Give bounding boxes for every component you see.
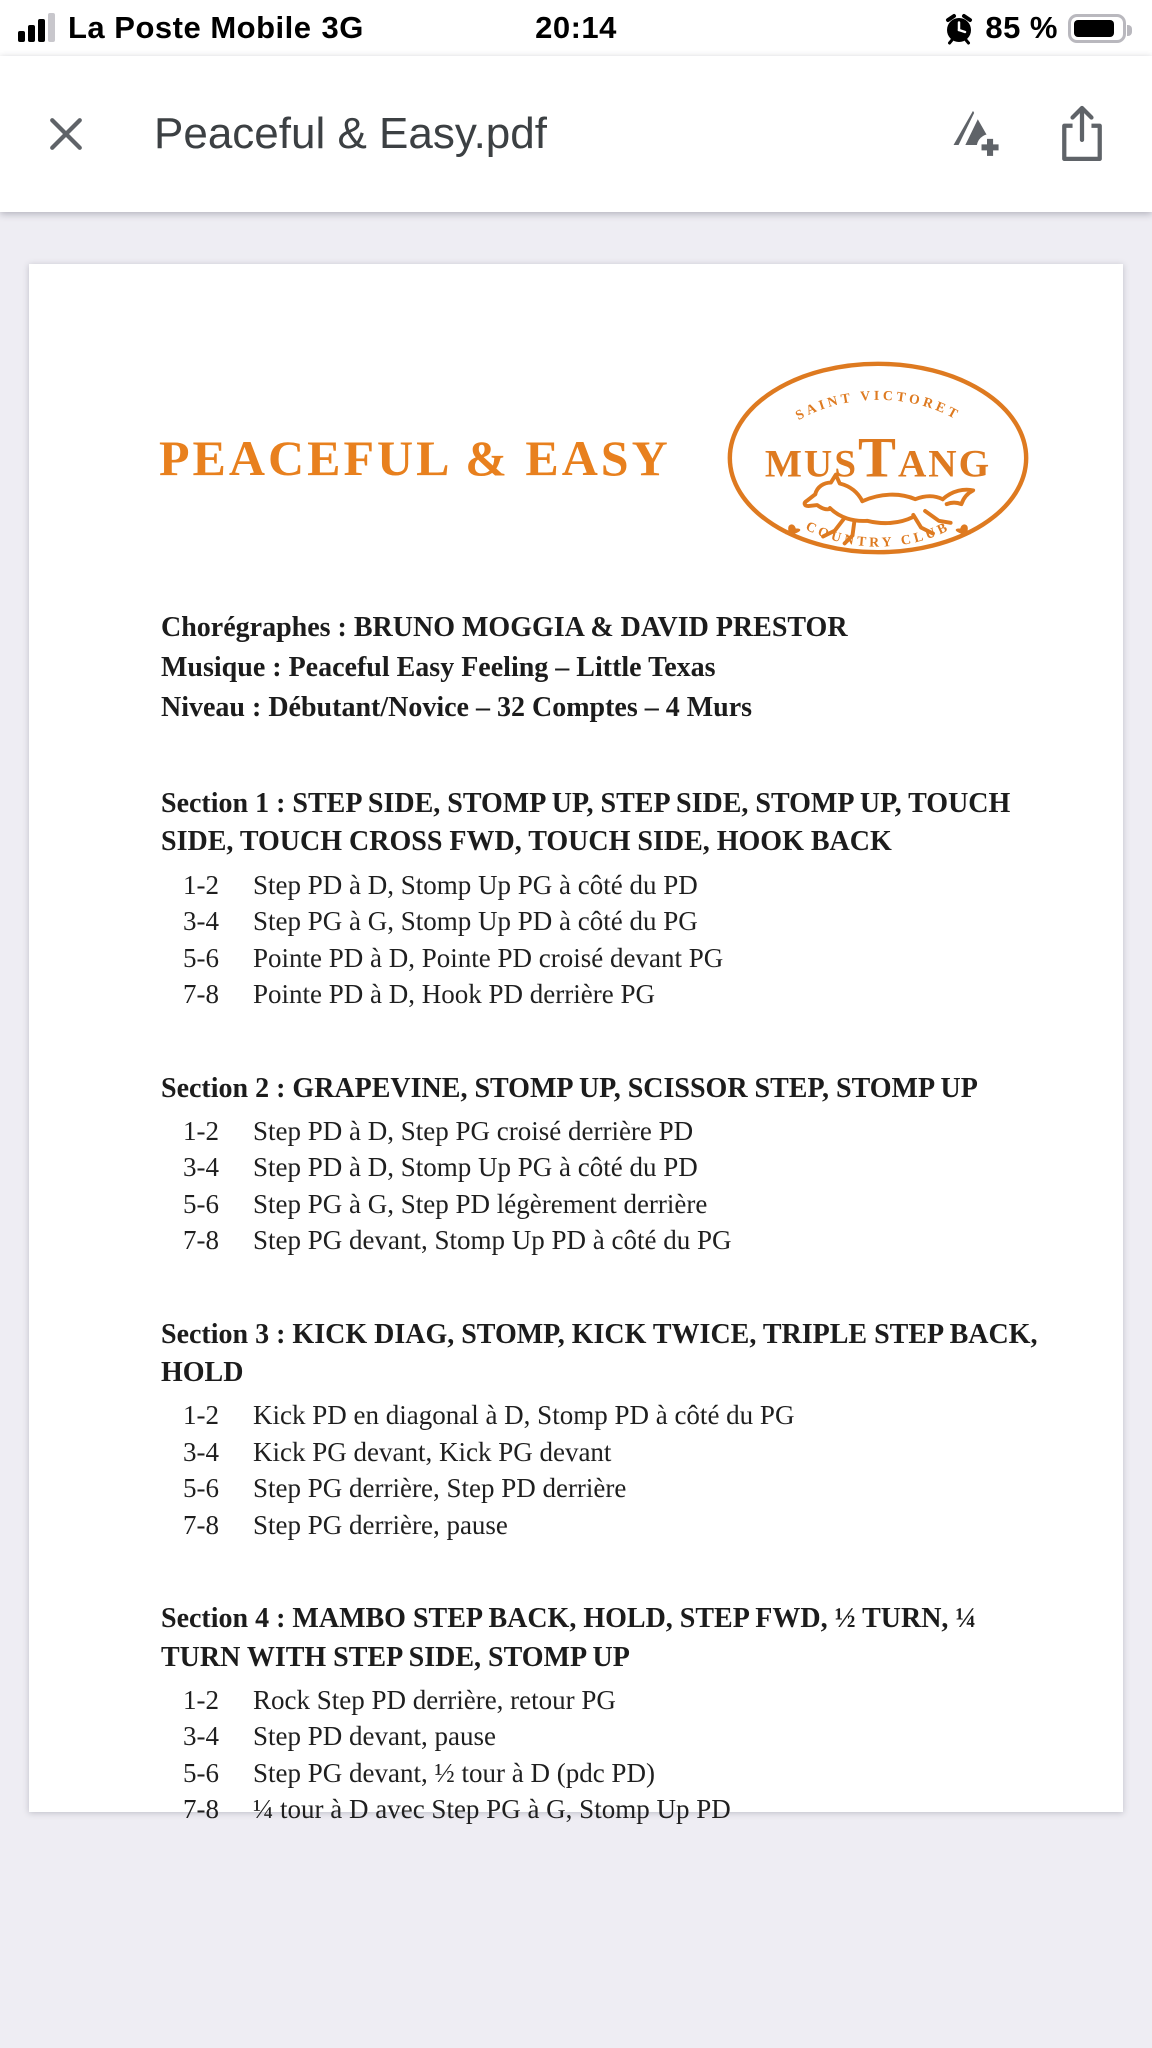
mustang-country-club-logo [721,354,1035,562]
step-counts: 3-4 [183,1721,219,1752]
clock-label: 20:14 [535,10,617,45]
battery-icon [1068,14,1126,43]
step-text: Step PD devant, pause [253,1721,496,1752]
document-title: Peaceful & Easy.pdf [154,109,547,158]
pdf-page [29,264,1123,1825]
step-text: Step PD à D, Step PG croisé derrière PD [253,1115,694,1146]
cellular-signal-icon [18,12,58,42]
step-text: Step PG devant, ½ tour à D (pdc PD) [253,1757,655,1788]
toolbar-actions [942,103,1108,165]
step-text: Step PG derrière, Step PD derrière [253,1473,627,1504]
section-heading: Section 2 : GRAPEVINE, STOMP UP, SCISSOR STEP, STOMP UP [161,1072,978,1104]
step-row [161,1507,1061,1543]
step-counts: 7-8 [183,1225,219,1256]
logo-name-part-2: T [858,426,898,490]
close-button[interactable] [46,114,86,154]
logo-top-text: SAINT VICTORET [792,387,964,423]
step-counts: 1-2 [183,869,219,900]
section-2 [161,1070,1061,1259]
section-heading: Section 1 : STEP SIDE, STOMP UP, STEP SIDE, STOMP UP, TOUCH SIDE, TOUCH CROSS FWD, TOUCH SIDE, HOOK BACK [161,788,1011,858]
section-steps [161,1113,1061,1259]
step-row [161,976,1061,1012]
step-text: Step PD à D, Stomp Up PG à côté du PD [253,869,698,900]
section-heading: Section 3 : KICK DIAG, STOMP, KICK TWICE, TRIPLE STEP BACK, HOLD [161,1318,1038,1389]
step-row [161,1470,1061,1506]
step-text: Kick PD en diagonal à D, Stomp PD à côté du PG [253,1400,795,1431]
pdf-scroll-area[interactable] [0,212,1152,2048]
document-header [133,354,1035,562]
step-row [161,1791,1061,1827]
step-counts: 3-4 [183,906,219,937]
dance-title: PEACEFUL & EASY [159,430,671,486]
network-type-label: 3G [321,10,364,45]
step-counts: 7-8 [183,1509,219,1540]
alarm-icon [943,12,975,45]
step-row [161,1718,1061,1754]
section-steps [161,1682,1061,1828]
google-drive-add-icon [942,106,1004,162]
step-counts: 5-6 [183,1188,219,1219]
step-counts: 5-6 [183,1757,219,1788]
music-line: Musique : Peaceful Easy Feeling – Little Texas [161,652,716,684]
status-bar [0,0,1152,56]
step-counts: 3-4 [183,1152,219,1183]
share-button[interactable] [1056,103,1108,165]
step-row [161,867,1061,903]
step-counts: 1-2 [183,1400,219,1431]
choreographers-line: Chorégraphes : BRUNO MOGGIA & DAVID PRESTOR [161,612,848,643]
step-counts: 3-4 [183,1436,219,1467]
step-text: Pointe PD à D, Hook PD derrière PG [253,979,655,1010]
close-icon [46,114,86,154]
step-row [161,1682,1061,1718]
step-row [161,1434,1061,1470]
step-counts: 7-8 [183,1794,219,1825]
step-row [161,940,1061,976]
section-steps [161,1397,1061,1543]
dance-info-block [161,608,1035,728]
step-row [161,1222,1061,1258]
logo-bottom-text: COUNTRY CLUB [803,518,953,550]
pdf-viewer-toolbar [0,56,1152,212]
step-text: Step PG devant, Stomp Up PD à côté du PG [253,1225,732,1256]
step-text: Step PD à D, Stomp Up PG à côté du PD [253,1152,698,1183]
step-text: Step PG à G, Step PD légèrement derrière [253,1188,708,1219]
step-row [161,1755,1061,1791]
step-row [161,1149,1061,1185]
battery-fill-level [1074,20,1114,37]
step-row [161,903,1061,939]
step-counts: 5-6 [183,942,219,973]
battery-percent-label: 85 % [985,10,1058,45]
step-text: Kick PG devant, Kick PG devant [253,1436,612,1467]
status-bar-left [18,10,364,46]
step-text: ¼ tour à D avec Step PG à G, Stomp Up PD [253,1794,731,1825]
section-heading: Section 4 : MAMBO STEP BACK, HOLD, STEP FWD, ½ TURN, ¼ TURN WITH STEP SIDE, STOMP UP [161,1603,977,1673]
logo-name-part-3: ANG [897,442,992,486]
step-row [161,1186,1061,1222]
step-text: Step PG derrière, pause [253,1509,508,1540]
step-counts: 7-8 [183,979,219,1010]
carrier-label: La Poste Mobile [68,10,312,45]
logo-name-part-1: MUS [764,442,859,486]
step-row [161,1397,1061,1433]
section-1 [161,785,1061,1012]
step-row [161,1113,1061,1149]
section-4 [161,1600,1061,1827]
section-steps [161,867,1061,1013]
status-bar-right [943,10,1134,46]
step-counts: 5-6 [183,1473,219,1504]
share-icon [1056,103,1108,165]
add-to-drive-button[interactable] [942,106,1004,162]
step-counts: 1-2 [183,1684,219,1715]
level-line: Niveau : Débutant/Novice – 32 Comptes – 4 Murs [161,692,753,724]
step-text: Rock Step PD derrière, retour PG [253,1684,616,1715]
step-text: Step PG à G, Stomp Up PD à côté du PG [253,906,698,937]
section-3 [161,1316,1061,1543]
step-counts: 1-2 [183,1115,219,1146]
step-text: Pointe PD à D, Pointe PD croisé devant PG [253,942,724,973]
